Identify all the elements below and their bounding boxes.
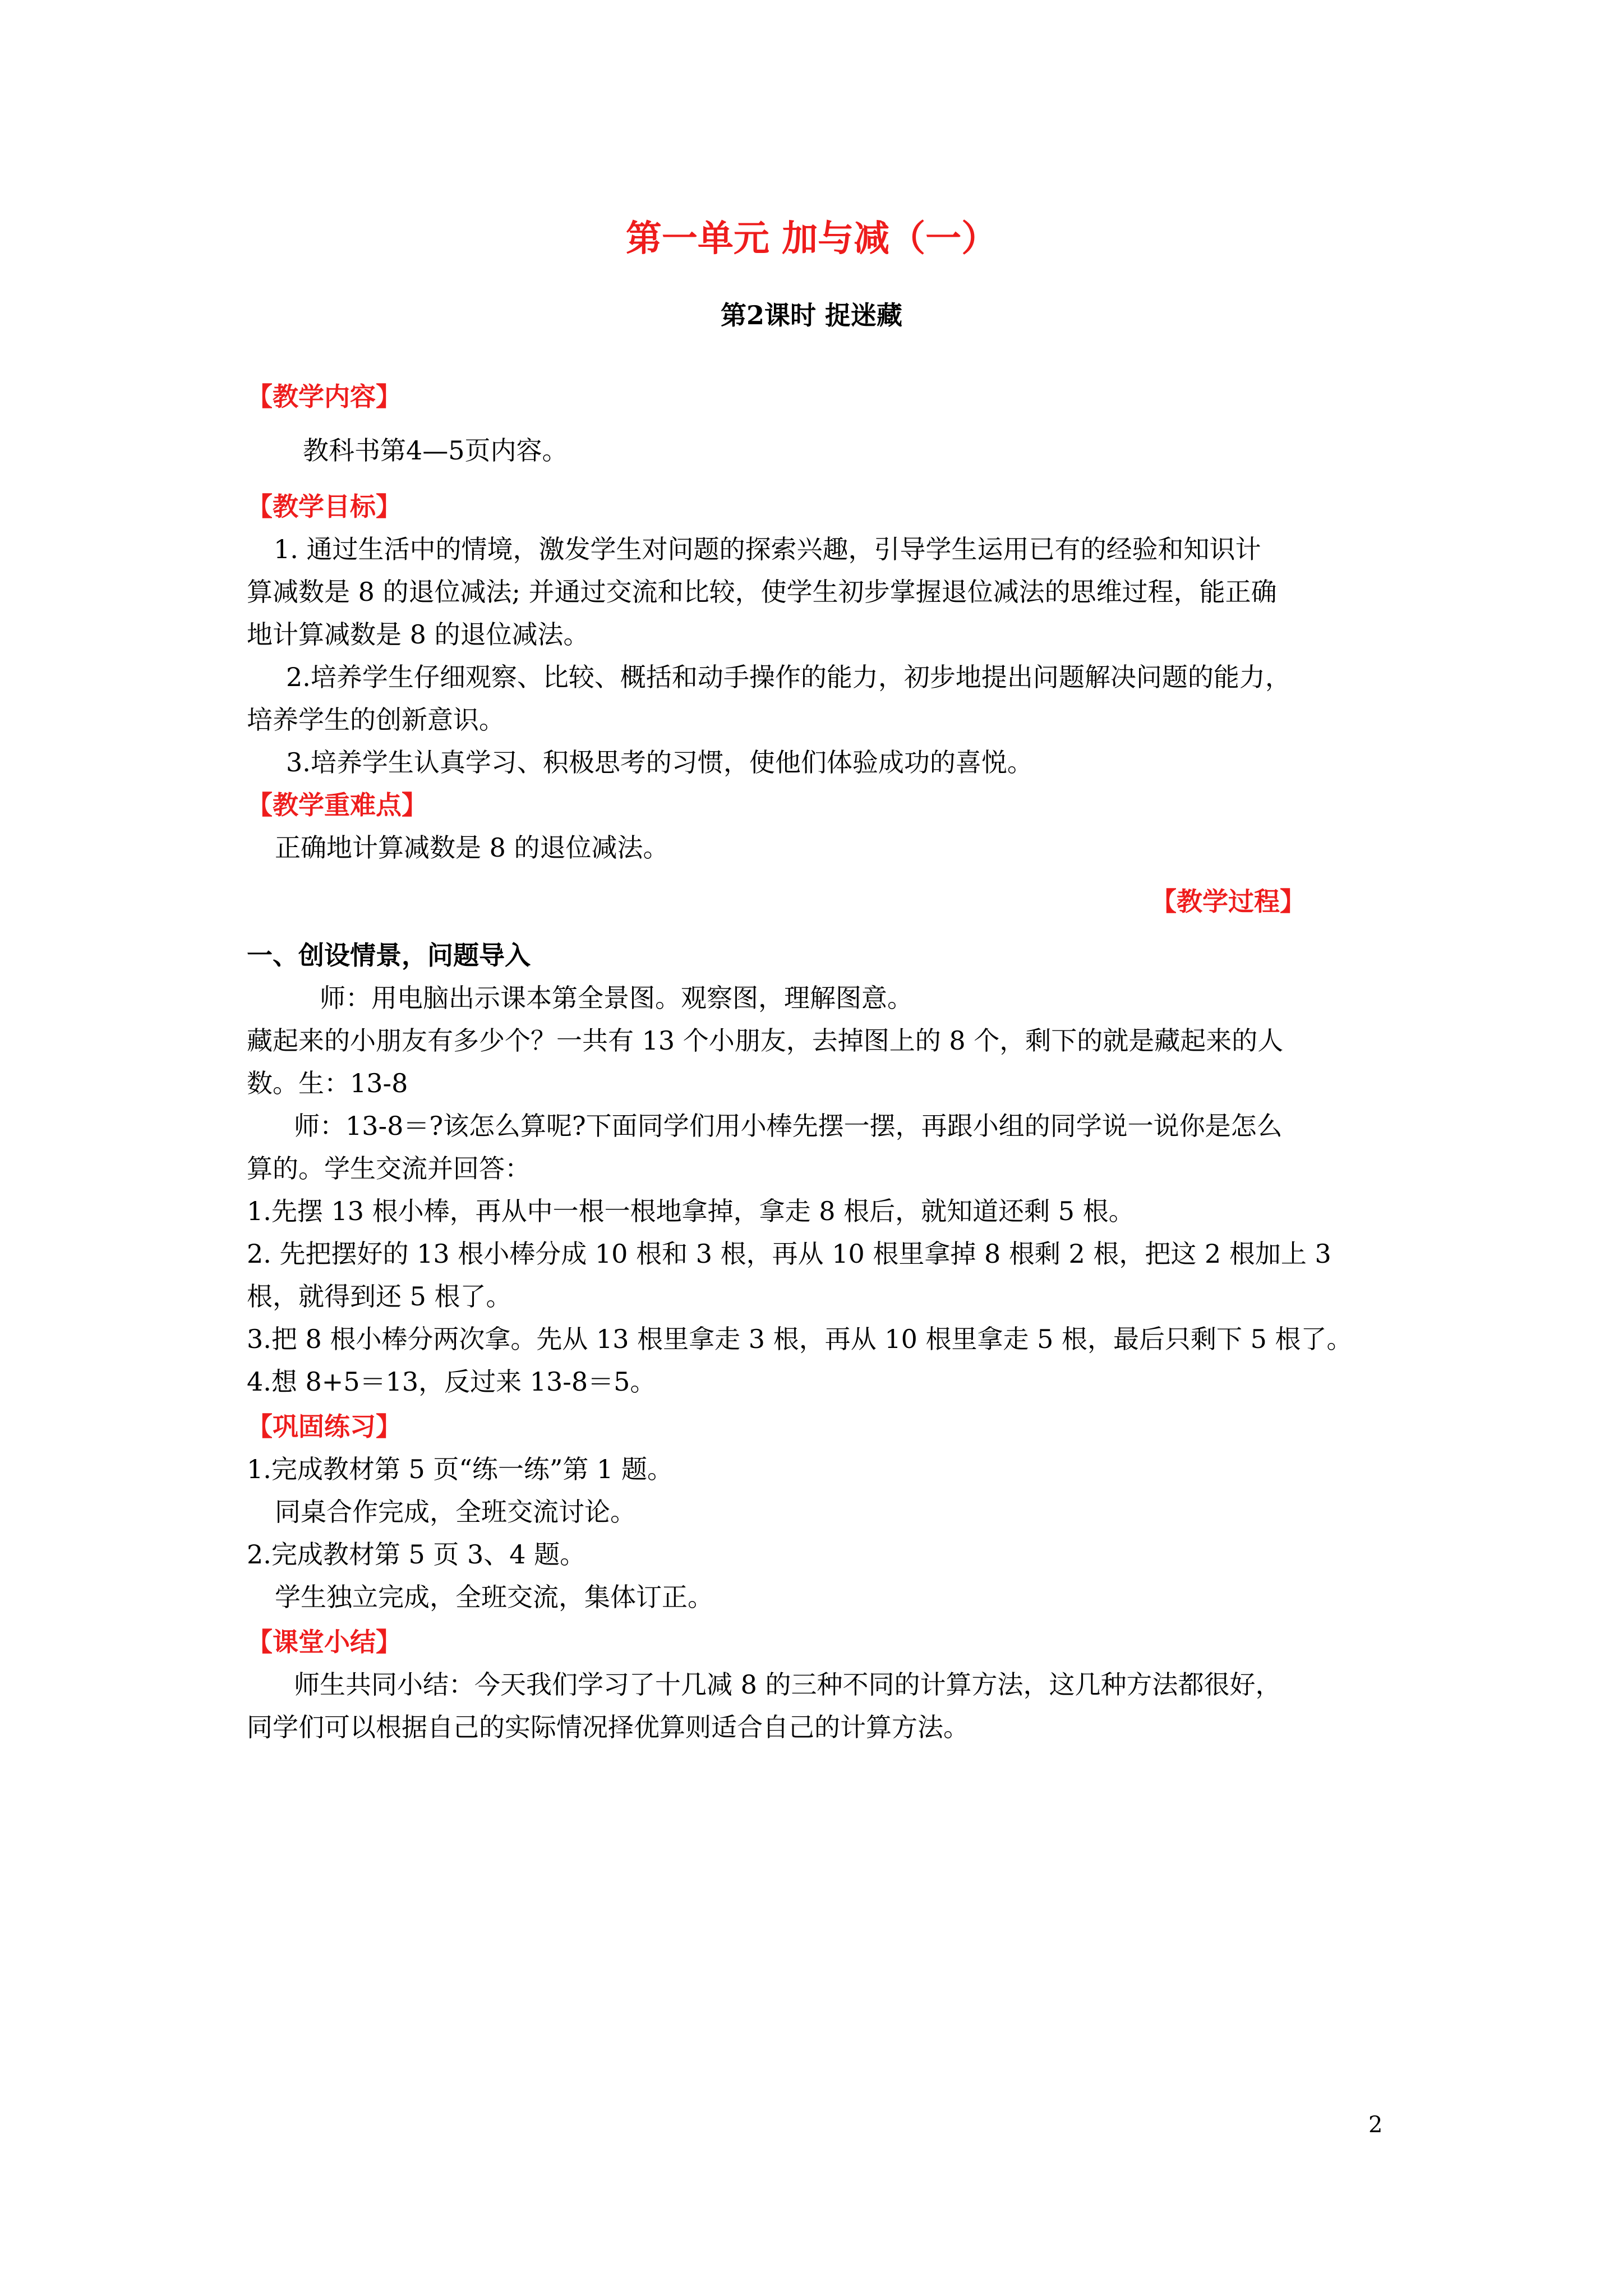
goal-line: 地计算减数是 8 的退位减法。 <box>247 619 589 650</box>
process-line: 师：13-8＝?该怎么算呢?下面同学们用小棒先摆一摆，再跟小组的同学说一说你是怎么 <box>294 1111 1283 1141</box>
goal-line: 培养学生的创新意识。 <box>247 705 505 735</box>
page-number: 2 <box>1368 2112 1383 2138</box>
goal-line: 1. 通过生活中的情境，激发学生对问题的探索兴趣，引导学生运用已有的经验和知识计 <box>274 534 1261 564</box>
section-heading-content: 【教学内容】 <box>247 381 402 412</box>
key-text: 正确地计算减数是 8 的退位减法。 <box>275 832 669 863</box>
practice-line: 2.完成教材第 5 页 3、4 题。 <box>247 1539 586 1570</box>
section-heading-practice: 【巩固练习】 <box>247 1411 402 1442</box>
process-line: 3.把 8 根小棒分两次拿。先从 13 根里拿走 3 根，再从 10 根里拿走 5 根，最后只剩下 5 根了。 <box>247 1324 1353 1354</box>
practice-line: 同桌合作完成，全班交流讨论。 <box>275 1497 636 1527</box>
page-title: 第一单元 加与减（一） <box>625 218 998 260</box>
process-line: 藏起来的小朋友有多少个？一共有 13 个小朋友，去掉图上的 8 个，剩下的就是藏起来的人 <box>247 1025 1284 1056</box>
process-line: 根，就得到还 5 根了。 <box>247 1281 512 1312</box>
content-text: 教科书第4—5页内容。 <box>303 435 568 466</box>
process-line: 2. 先把摆好的 13 根小棒分成 10 根和 3 根，再从 10 根里拿掉 8 根剩 2 根，把这 2 根加上 3 <box>247 1239 1331 1269</box>
goal-line: 算减数是 8 的退位减法; 并通过交流和比较，使学生初步掌握退位减法的思维过程，能正确 <box>247 577 1277 607</box>
section-heading-key: 【教学重难点】 <box>247 790 427 820</box>
lesson-subtitle: 第2课时 捉迷藏 <box>720 300 903 330</box>
process-line: 1.先摆 13 根小棒，再从中一根一根地拿掉，拿走 8 根后，就知道还剩 5 根。 <box>247 1196 1135 1226</box>
process-line: 数。生：13-8 <box>247 1068 408 1098</box>
goal-line: 2.培养学生仔细观察、比较、概括和动手操作的能力，初步地提出问题解决问题的能力， <box>286 662 1291 692</box>
section-heading-goals: 【教学目标】 <box>247 491 402 522</box>
process-line: 师：用电脑出示课本第全景图。观察图，理解图意。 <box>320 983 913 1013</box>
summary-line: 同学们可以根据自己的实际情况择优算则适合自己的计算方法。 <box>247 1712 969 1742</box>
section-heading-process: 【教学过程】 <box>1151 886 1306 917</box>
section-heading-summary: 【课堂小结】 <box>247 1627 402 1657</box>
process-line: 算的。学生交流并回答： <box>247 1153 531 1184</box>
process-line: 4.想 8+5＝13，反过来 13-8＝5。 <box>247 1366 656 1397</box>
practice-line: 1.完成教材第 5 页“练一练”第 1 题。 <box>247 1454 673 1484</box>
part1-heading: 一、创设情景，问题导入 <box>247 940 531 970</box>
summary-line: 师生共同小结：今天我们学习了十几减 8 的三种不同的计算方法，这几种方法都很好， <box>294 1669 1281 1700</box>
practice-line: 学生独立完成，全班交流，集体订正。 <box>275 1582 713 1612</box>
goal-line: 3.培养学生认真学习、积极思考的习惯，使他们体验成功的喜悦。 <box>286 747 1033 777</box>
